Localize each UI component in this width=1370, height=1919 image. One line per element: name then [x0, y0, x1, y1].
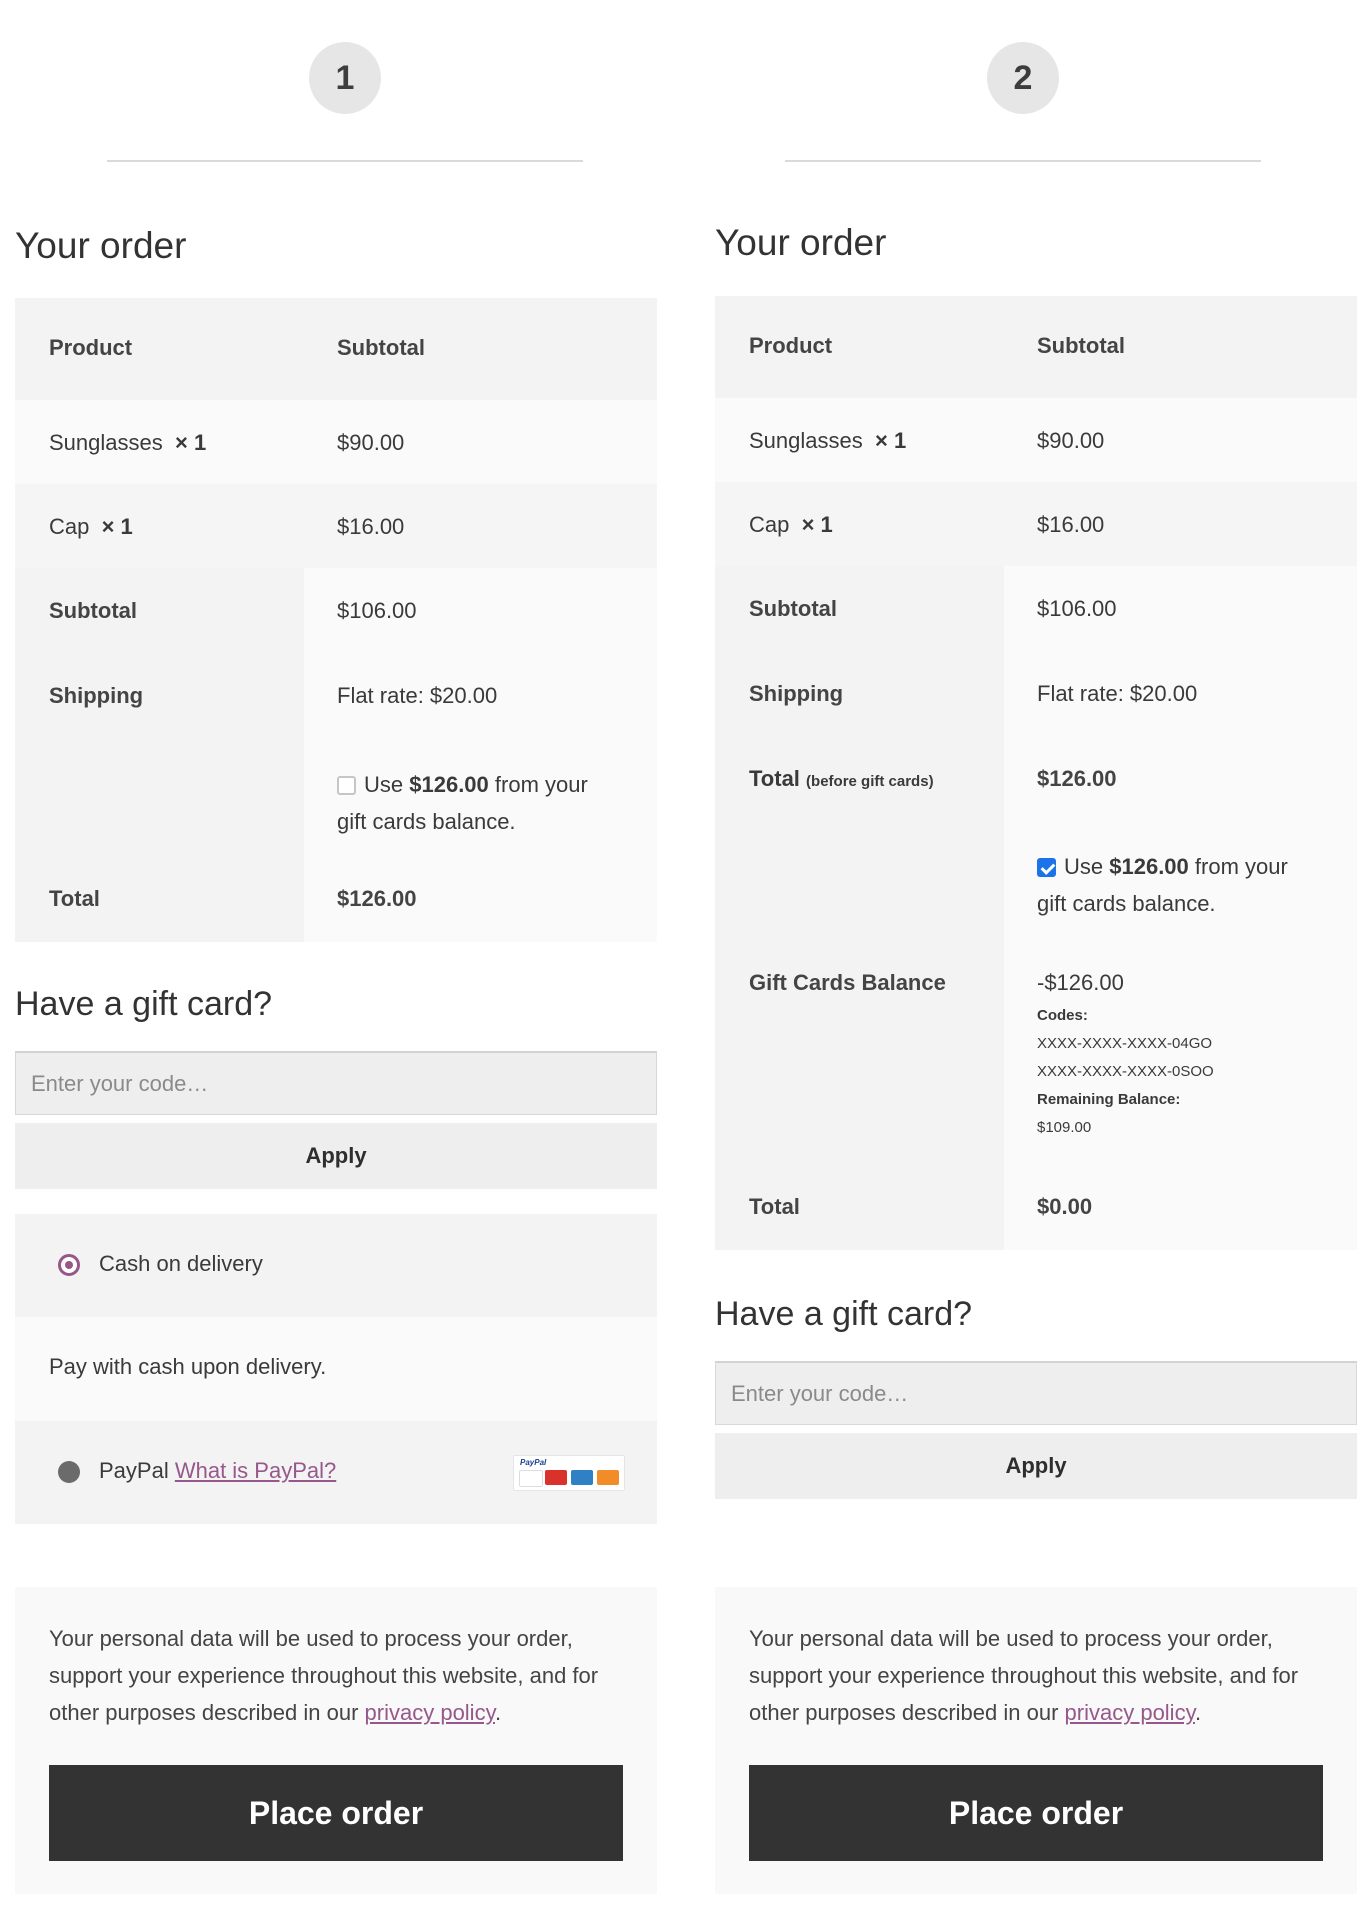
- amex-icon: [571, 1470, 593, 1485]
- gift-code: XXXX-XXXX-XXXX-04GO: [1037, 1035, 1213, 1052]
- apply-button[interactable]: Apply: [715, 1433, 1357, 1499]
- item-price: $90.00: [1037, 428, 1105, 453]
- total-label: Total: [749, 1194, 800, 1219]
- step-number: 1: [309, 42, 381, 114]
- gift-code-input[interactable]: Enter your code…: [715, 1361, 1357, 1425]
- remaining-balance-value: $109.00: [1037, 1119, 1092, 1136]
- table-header: [15, 298, 657, 400]
- paypal-radio[interactable]: [58, 1461, 80, 1483]
- item-price: $16.00: [337, 514, 405, 539]
- codes-label: Codes:: [1037, 1007, 1088, 1024]
- privacy-policy-link[interactable]: privacy policy: [1064, 1700, 1195, 1725]
- step-divider: [107, 160, 583, 162]
- item-qty: × 1: [801, 512, 833, 537]
- shipping-value: Flat rate: $20.00: [1037, 681, 1198, 706]
- item-price: $16.00: [1037, 512, 1105, 537]
- apply-button[interactable]: Apply: [15, 1123, 657, 1189]
- gift-balance-option: Use $126.00 from your gift cards balance.: [1037, 854, 1288, 916]
- cod-radio[interactable]: [58, 1254, 80, 1276]
- privacy-notice-box: [715, 1587, 1357, 1894]
- total-before-label: Total: [749, 766, 800, 791]
- table-row: [15, 484, 657, 568]
- privacy-notice-box: [15, 1587, 657, 1894]
- paypal-cards-logo: PayPal: [513, 1455, 625, 1491]
- total-value: $126.00: [337, 886, 417, 911]
- item-qty: × 1: [101, 514, 133, 539]
- totals-label-column: [715, 566, 1004, 1250]
- mastercard-icon: [545, 1470, 567, 1485]
- payment-method-paypal[interactable]: [15, 1421, 657, 1524]
- gift-card-heading: Have a gift card?: [715, 1295, 973, 1333]
- item-name: Cap: [49, 514, 90, 539]
- payment-description: [15, 1317, 657, 1421]
- table-row: [715, 398, 1357, 482]
- payment-method-cod[interactable]: [15, 1214, 657, 1317]
- privacy-text: Your personal data will be used to process your order, support your experience throughout this website, and for other purposes described in our privacy policy.: [749, 1626, 1299, 1725]
- table-header: [715, 296, 1357, 398]
- product-header: Product: [749, 333, 833, 358]
- subtotal-label: Subtotal: [749, 596, 837, 621]
- paypal-label: PayPal: [99, 1458, 175, 1483]
- total-before-note: (before gift cards): [806, 773, 934, 790]
- what-is-paypal-link[interactable]: What is PayPal?: [174, 1458, 337, 1483]
- cod-label: Cash on delivery: [99, 1251, 263, 1276]
- privacy-policy-link[interactable]: privacy policy: [364, 1700, 495, 1725]
- gift-code: XXXX-XXXX-XXXX-0SOO: [1037, 1063, 1214, 1080]
- gift-card-heading: Have a gift card?: [15, 985, 273, 1023]
- visa-icon: [519, 1470, 543, 1487]
- step-divider: [785, 160, 1261, 162]
- step-number: 2: [987, 42, 1059, 114]
- cod-description: Pay with cash upon delivery.: [49, 1354, 327, 1379]
- product-header: Product: [49, 335, 133, 360]
- item-qty: × 1: [174, 430, 207, 455]
- gift-balance-value: -$126.00: [1037, 970, 1124, 995]
- use-gift-balance-checkbox[interactable]: [1037, 858, 1056, 877]
- use-gift-balance-checkbox[interactable]: [337, 776, 356, 795]
- place-order-button[interactable]: Place order: [749, 1765, 1323, 1861]
- total-label: Total: [49, 886, 100, 911]
- gift-balance-amount: $126.00: [1109, 854, 1189, 879]
- shipping-label: Shipping: [49, 683, 144, 708]
- gift-code-input[interactable]: Enter your code…: [15, 1051, 657, 1115]
- gift-cards-balance-details: [1037, 970, 1337, 1142]
- item-qty: × 1: [874, 428, 907, 453]
- subtotal-header: Subtotal: [1037, 333, 1125, 358]
- total-before-value: $126.00: [1037, 766, 1117, 791]
- shipping-value: Flat rate: $20.00: [337, 683, 498, 708]
- table-row: [15, 400, 657, 484]
- subtotal-label: Subtotal: [49, 598, 137, 623]
- remaining-balance-label: Remaining Balance:: [1037, 1091, 1181, 1108]
- subtotal-value: $106.00: [337, 598, 417, 623]
- gift-balance-amount: $126.00: [409, 772, 489, 797]
- subtotal-value: $106.00: [1037, 596, 1117, 621]
- privacy-text: Your personal data will be used to process your order, support your experience throughout this website, and for other purposes described in our privacy policy.: [49, 1626, 599, 1725]
- place-order-button[interactable]: Place order: [49, 1765, 623, 1861]
- total-value: $0.00: [1037, 1194, 1093, 1219]
- discover-icon: [597, 1470, 619, 1485]
- subtotal-header: Subtotal: [337, 335, 425, 360]
- shipping-label: Shipping: [749, 681, 844, 706]
- your-order-heading: Your order: [15, 225, 187, 266]
- item-name: Cap: [749, 512, 790, 537]
- gift-cards-balance-label: Gift Cards Balance: [749, 970, 946, 995]
- your-order-heading: Your order: [715, 222, 887, 263]
- item-name: Sunglasses: [49, 430, 163, 455]
- table-row: [715, 482, 1357, 566]
- item-price: $90.00: [337, 430, 405, 455]
- gift-balance-option: Use $126.00 from your gift cards balance.: [337, 772, 588, 834]
- item-name: Sunglasses: [749, 428, 863, 453]
